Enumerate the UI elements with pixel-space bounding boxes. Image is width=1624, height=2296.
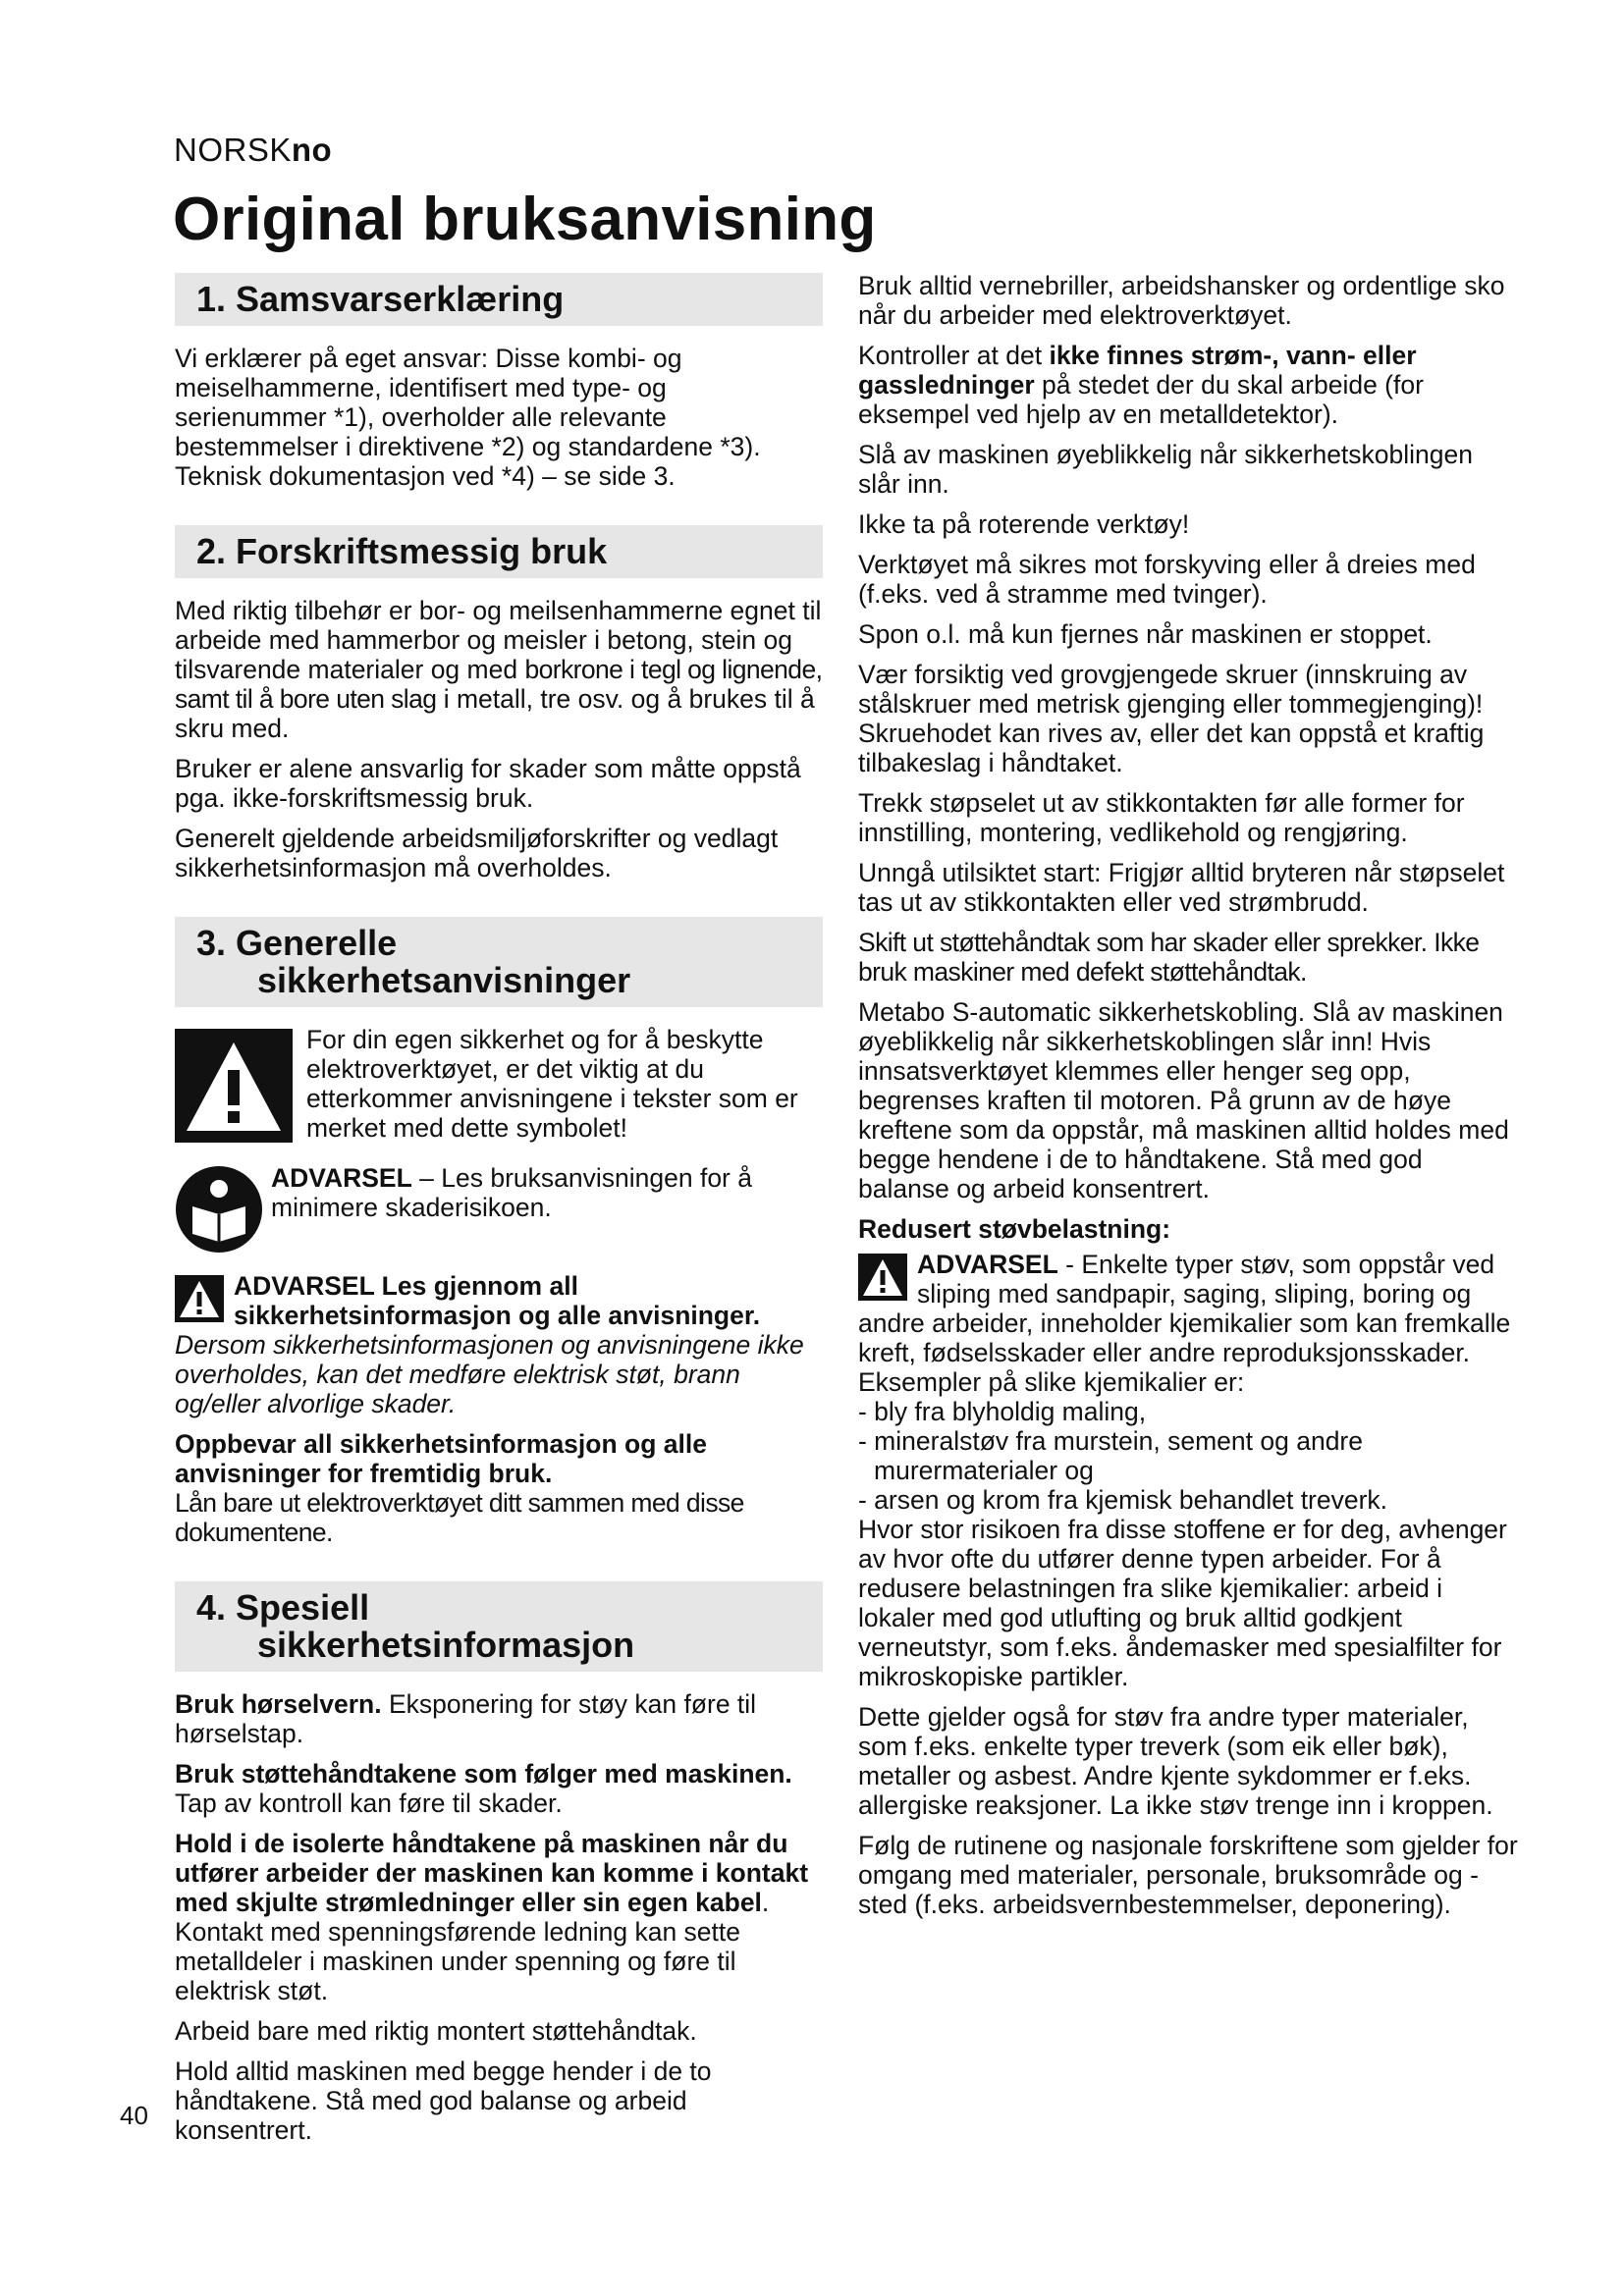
section-3-heading: 3. Generelle sikkerhetsanvisninger — [175, 917, 823, 1007]
general-warning-text: ADVARSEL Les gjennom all sikkerhetsinformasjon og alle anvisninger. Dersom sikkerhetsinformasjonen og anvisningene ikke overholdes, kan det medføre elektrisk støt, brann og/eller alvorlige skader. — [175, 1271, 804, 1418]
right-paragraph-13: Følg de rutinene og nasjonale forskriftene som gjelder for omgang med materialer, personale, bruksområde og -sted (f.eks. arbeidsvernbestemmelser, deponering). — [858, 1831, 1518, 1919]
read-manual-text: ADVARSEL – Les bruksanvisningen for å minimere skaderisikoen. — [271, 1163, 752, 1222]
right-paragraph-12: Dette gjelder også for støv fra andre typer materialer, som f.eks. enkelte typer treverk (som eik eller bøk), metaller og asbest. Andre kjente sykdommer er f.eks. allergiske reaksjoner. La ikke støv trenge inn i kroppen. — [858, 1702, 1493, 1820]
left-column — [175, 273, 823, 2156]
section-2-paragraph-1: Med riktig tilbehør er bor- og meilsenhammerne egnet til arbeide med hammerbor og meisler i betong, stein og tilsvarende materialer og med borkrone i tegl og lignende, samt til å bore uten slag i metall, tre osv. og å brukes til å skru med. — [175, 596, 823, 743]
dust-heading: Redusert støvbelastning: — [858, 1214, 1171, 1244]
language-label — [174, 132, 332, 169]
list-item: - mineralstøv fra murstein, sement og andre murermaterialer og — [858, 1426, 1363, 1485]
section-1-heading: 1. Samsvarserklæring — [175, 273, 823, 326]
dust-warning-text: ADVARSEL - Enkelte typer støv, som oppstår ved sliping med sandpapir, saging, sliping, boring og andre arbeider, inneholder kjemikalier som kan fremkalle kreft, fødselsskader eller andre reproduksjonsskader. Eksempler på slike kjemikalier er: — [858, 1250, 1511, 1397]
dust-warning-block — [858, 1250, 1518, 1397]
section-2-paragraph-2: Bruker er alene ansvarlig for skader som måtte oppstå pga. ikke-forskriftsmessig bruk. — [175, 754, 801, 813]
language-name: NORSK — [174, 132, 292, 168]
right-paragraph-5: Verktøyet må sikres mot forskyving eller å dreies med (f.eks. ved å stramme med tvinger). — [858, 550, 1476, 609]
warning-symbol-text: For din egen sikkerhet og for å beskytte elektroverktøyet, er det viktig at du etterkommer anvisningene i tekster som er merket med dette symbolet! — [306, 1025, 798, 1143]
section-4-paragraph-2: Bruk støttehåndtakene som følger med maskinen. Tap av kontroll kan føre til skader. — [175, 1759, 792, 1818]
section-4-paragraph-3: Hold i de isolerte håndtakene på maskinen når du utfører arbeider der maskinen kan komme i kontakt med skjulte strømledninger eller sin egen kabel. Kontakt med spenningsførende ledning kan sette metalldeler i maskinen under spenning og føre til elektrisk støt. — [175, 1829, 809, 2005]
right-paragraph-1: Bruk alltid vernebriller, arbeidshansker og ordentlige sko når du arbeider med elektroverktøyet. — [858, 271, 1505, 330]
section-4-paragraph-4: Arbeid bare med riktig montert støttehåndtak. — [175, 2016, 697, 2046]
right-paragraph-4: Ikke ta på roterende verktøy! — [858, 509, 1190, 539]
right-paragraph-7: Vær forsiktig ved grovgjengede skruer (innskruing av stålskruer med metrisk gjenging eller tommegjenging)! Skruehodet kan rives av, eller det kan oppstå et kraftig tilbakeslag i håndtaket. — [858, 660, 1485, 777]
section-1-text: Vi erklærer på eget ansvar: Disse kombi- og meiselhammerne, identifisert med type- og serienummer *1), overholder alle relevante bestemmelser i direktivene *2) og standardene *3). Teknisk dokumentasjon ved *4) – se side 3. — [175, 344, 761, 491]
section-2-paragraph-3: Generelt gjeldende arbeidsmiljøforskrifter og vedlagt sikkerhetsinformasjon må overholdes. — [175, 824, 779, 882]
right-paragraph-10: Skift ut støttehåndtak som har skader eller sprekker. Ikke bruk maskiner med defekt støttehåndtak. — [858, 928, 1480, 987]
warning-triangle-icon — [175, 1275, 224, 1322]
warning-triangle-icon — [858, 1254, 907, 1301]
read-manual-block — [175, 1163, 823, 1254]
section-4-heading: 4. Spesiell sikkerhetsinformasjon — [175, 1581, 823, 1672]
right-paragraph-8: Trekk støpselet ut av stikkontakten før alle former for innstilling, montering, vedlikehold og rengjøring. — [858, 788, 1465, 847]
warning-symbol-block — [175, 1025, 823, 1153]
page-number: 40 — [120, 2101, 148, 2130]
right-paragraph-9: Unngå utilsiktet start: Frigjør alltid bryteren når støpselet tas ut av stikkontakten eller ved strømbrudd. — [858, 858, 1505, 917]
read-manual-icon — [175, 1165, 263, 1254]
general-warning-block — [175, 1271, 823, 1418]
language-code: no — [291, 132, 333, 168]
section-2-heading: 2. Forskriftsmessig bruk — [175, 525, 823, 578]
page-title: Original bruksanvisning — [173, 186, 877, 253]
chemicals-list — [858, 1397, 1518, 1515]
keep-instructions-text: Oppbevar all sikkerhetsinformasjon og alle anvisninger for fremtidig bruk. Lån bare ut elektroverktøyet ditt sammen med disse dokumentene. — [175, 1429, 744, 1547]
right-paragraph-6: Spon o.l. må kun fjernes når maskinen er stoppet. — [858, 619, 1433, 649]
warning-triangle-icon — [175, 1029, 293, 1143]
section-4-paragraph-1: Bruk hørselvern. Eksponering for støy kan føre til hørselstap. — [175, 1689, 757, 1748]
right-paragraph-2: Kontroller at det ikke finnes strøm-, vann- eller gassledninger på stedet der du skal arbeide (for eksempel ved hjelp av en metalldetektor). — [858, 341, 1424, 429]
right-column — [858, 271, 1518, 1930]
list-item: - bly fra blyholdig maling, — [858, 1397, 1147, 1426]
right-paragraph-11: Metabo S-automatic sikkerhetskobling. Slå av maskinen øyeblikkelig når sikkerhetskoblingen slår inn! Hvis innsatsverktøyet klemmes eller henger seg opp, begrenses kraften til motoren. På grunn av de høye kreftene som da oppstår, må maskinen alltid holdes med begge hendene i de to håndtakene. Stå med god balanse og arbeid konsentrert. — [858, 997, 1509, 1203]
right-paragraph-3: Slå av maskinen øyeblikkelig når sikkerhetskoblingen slår inn. — [858, 440, 1473, 499]
dust-risk-text: Hvor stor risikoen fra disse stoffene er for deg, avhenger av hvor ofte du utfører denne typen arbeider. For å redusere belastningen fra slike kjemikalier: arbeid i lokaler med god utlufting og bruk alltid godkjent verneutstyr, som f.eks. åndemasker med spesialfilter for mikroskopiske partikler. — [858, 1515, 1507, 1691]
section-4-paragraph-5: Hold alltid maskinen med begge hender i de to håndtakene. Stå med god balanse og arbeid konsentrert. — [175, 2056, 712, 2145]
list-item: - arsen og krom fra kjemisk behandlet treverk. — [858, 1485, 1388, 1515]
